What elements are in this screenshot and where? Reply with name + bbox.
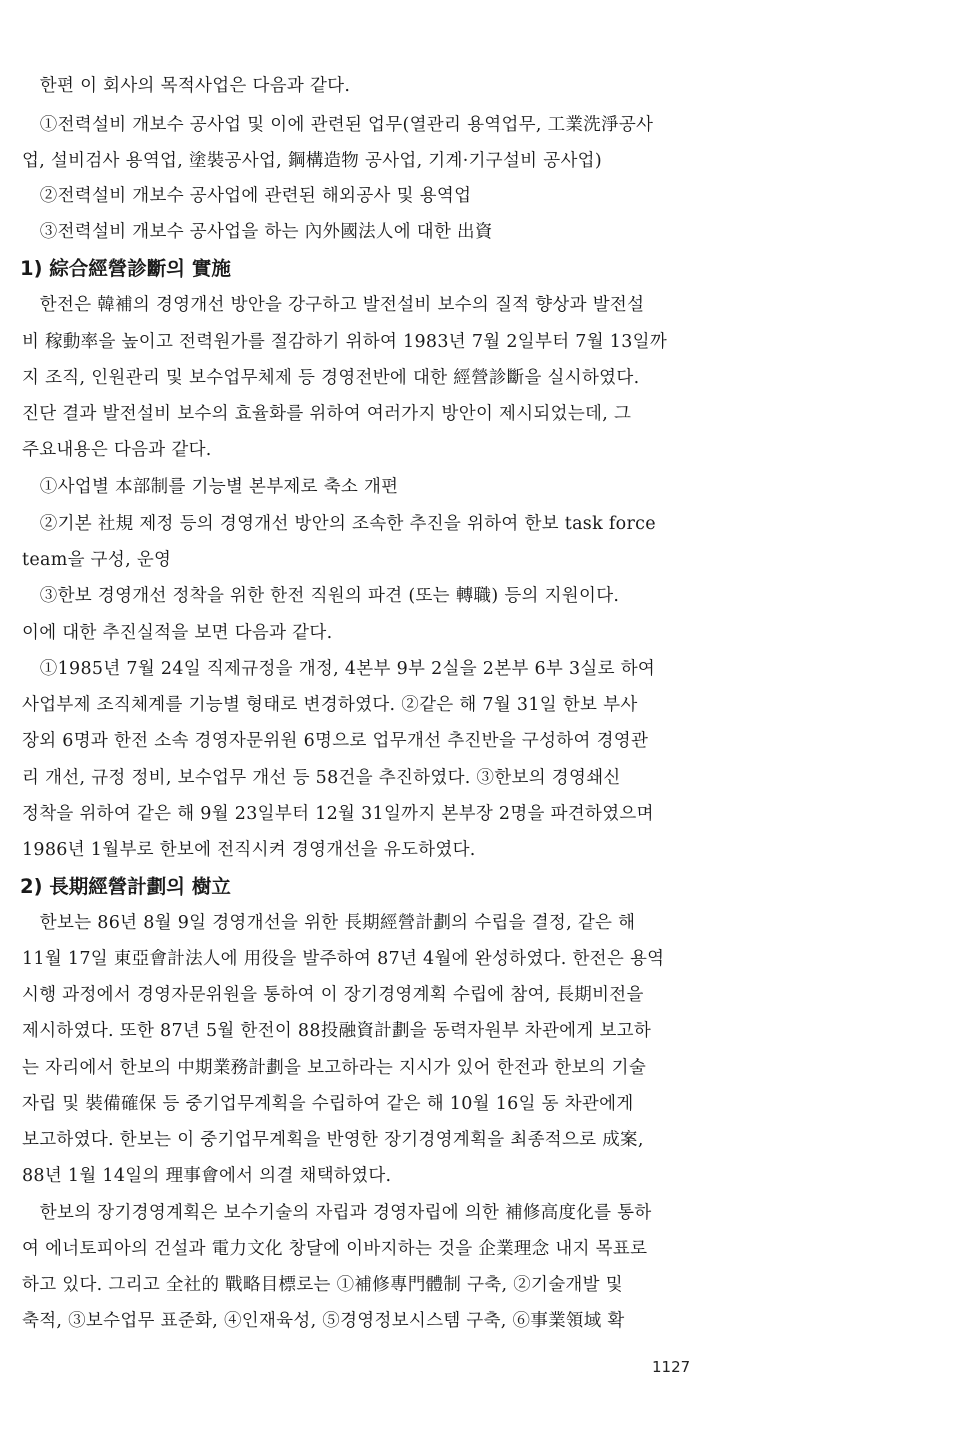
text-line: ③한보 경영개선 정착을 위한 한전 직원의 파견 (또는 轉職) 등의 지원이다. xyxy=(22,586,620,606)
text-line: 지 조직, 인원관리 및 보수업무체제 등 경영전반에 대한 經營診斷을 실시하였다. xyxy=(22,368,640,388)
text-line: 정착을 위하여 같은 해 9월 23일부터 12월 31일까지 본부장 2명을 파견하였으며 xyxy=(22,804,654,824)
page-number: 1127 xyxy=(652,1358,691,1376)
text-line: 업, 설비검사 용역업, 塗裝공사업, 鋼構造物 공사업, 기계·기구설비 공사업) xyxy=(22,151,602,171)
text-line: ①1985년 7월 24일 직제규정을 개정, 4본부 9부 2실을 2본부 6부 3실로 하여 xyxy=(22,659,656,679)
text-line: ①사업별 本部制를 기능별 본부제로 축소 개편 xyxy=(22,477,399,497)
text-line: 이에 대한 추진실적을 보면 다음과 같다. xyxy=(22,623,333,643)
text-line: 는 자리에서 한보의 中期業務計劃을 보고하라는 지시가 있어 한전과 한보의 기술 xyxy=(22,1058,647,1078)
text-line: 장외 6명과 한전 소속 경영자문위원 6명으로 업무개선 추진반을 구성하여 경영관 xyxy=(22,731,649,751)
text-line: 보고하였다. 한보는 이 중기업무계획을 반영한 장기경영계획을 최종적으로 成案, xyxy=(22,1130,644,1150)
text-line: 1986년 1월부로 한보에 전직시켜 경영개선을 유도하였다. xyxy=(22,840,476,860)
text-line: 주요내용은 다음과 같다. xyxy=(22,440,212,460)
text-line: 하고 있다. 그리고 全社的 戰略目標로는 ①補修專門體制 구축, ②기술개발 및 xyxy=(22,1275,623,1295)
text-line: 자립 및 裝備確保 등 중기업무계획을 수립하여 같은 해 10월 16일 동 차관에게 xyxy=(22,1094,634,1114)
text-line: 사업부제 조직체계를 기능별 형태로 변경하였다. ②같은 해 7월 31일 한보 부사 xyxy=(22,695,638,715)
section-heading: 2) 長期經營計劃의 樹立 xyxy=(20,875,231,898)
text-line: team을 구성, 운영 xyxy=(22,550,172,570)
text-line: 비 稼動率을 높이고 전력원가를 절감하기 위하여 1983년 7월 2일부터 7월 13일까 xyxy=(22,332,668,352)
text-line: 진단 결과 발전설비 보수의 효율화를 위하여 여러가지 방안이 제시되었는데, 그 xyxy=(22,404,632,424)
text-line: 리 개선, 규정 정비, 보수업무 개선 등 58건을 추진하였다. ③한보의 경영쇄신 xyxy=(22,768,621,788)
text-line: 한보는 86년 8월 9일 경영개선을 위한 長期經營計劃의 수립을 결정, 같은 해 xyxy=(22,913,636,933)
text-line: ②기본 社規 제정 등의 경영개선 방안의 조속한 추진을 위하여 한보 task force xyxy=(22,514,656,534)
text-line: ③전력설비 개보수 공사업을 하는 內外國法人에 대한 出資 xyxy=(22,222,493,242)
text-line: 한보의 장기경영계획은 보수기술의 자립과 경영자립에 의한 補修高度化를 통하 xyxy=(22,1203,652,1223)
text-line: 축적, ③보수업무 표준화, ④인재육성, ⑤경영정보시스템 구축, ⑥事業領域 확 xyxy=(22,1311,625,1331)
text-line: 88년 1월 14일의 理事會에서 의결 채택하였다. xyxy=(22,1166,392,1186)
text-line: 제시하였다. 또한 87년 5월 한전이 88投融資計劃을 동력자원부 차관에게 보고하 xyxy=(22,1021,652,1041)
text-line: 여 에너토피아의 건설과 電力文化 창달에 이바지하는 것을 企業理念 내지 목표로 xyxy=(22,1239,648,1259)
text-line: 한전은 韓補의 경영개선 방안을 강구하고 발전설비 보수의 질적 향상과 발전설 xyxy=(22,295,645,315)
text-line: ①전력설비 개보수 공사업 및 이에 관련된 업무(열관리 용역업무, 工業洗淨공사 xyxy=(22,115,654,135)
text-line: 시행 과정에서 경영자문위원을 통하여 이 장기경영계획 수립에 참여, 長期비전을 xyxy=(22,985,644,1005)
text-line: 한편 이 회사의 목적사업은 다음과 같다. xyxy=(22,76,351,96)
section-heading: 1) 綜合經營診斷의 實施 xyxy=(20,257,231,280)
text-line: ②전력설비 개보수 공사업에 관련된 해외공사 및 용역업 xyxy=(22,186,472,206)
text-line: 11월 17일 東亞會計法人에 用役을 발주하여 87년 4월에 완성하였다. 한전은 용역 xyxy=(22,949,665,969)
